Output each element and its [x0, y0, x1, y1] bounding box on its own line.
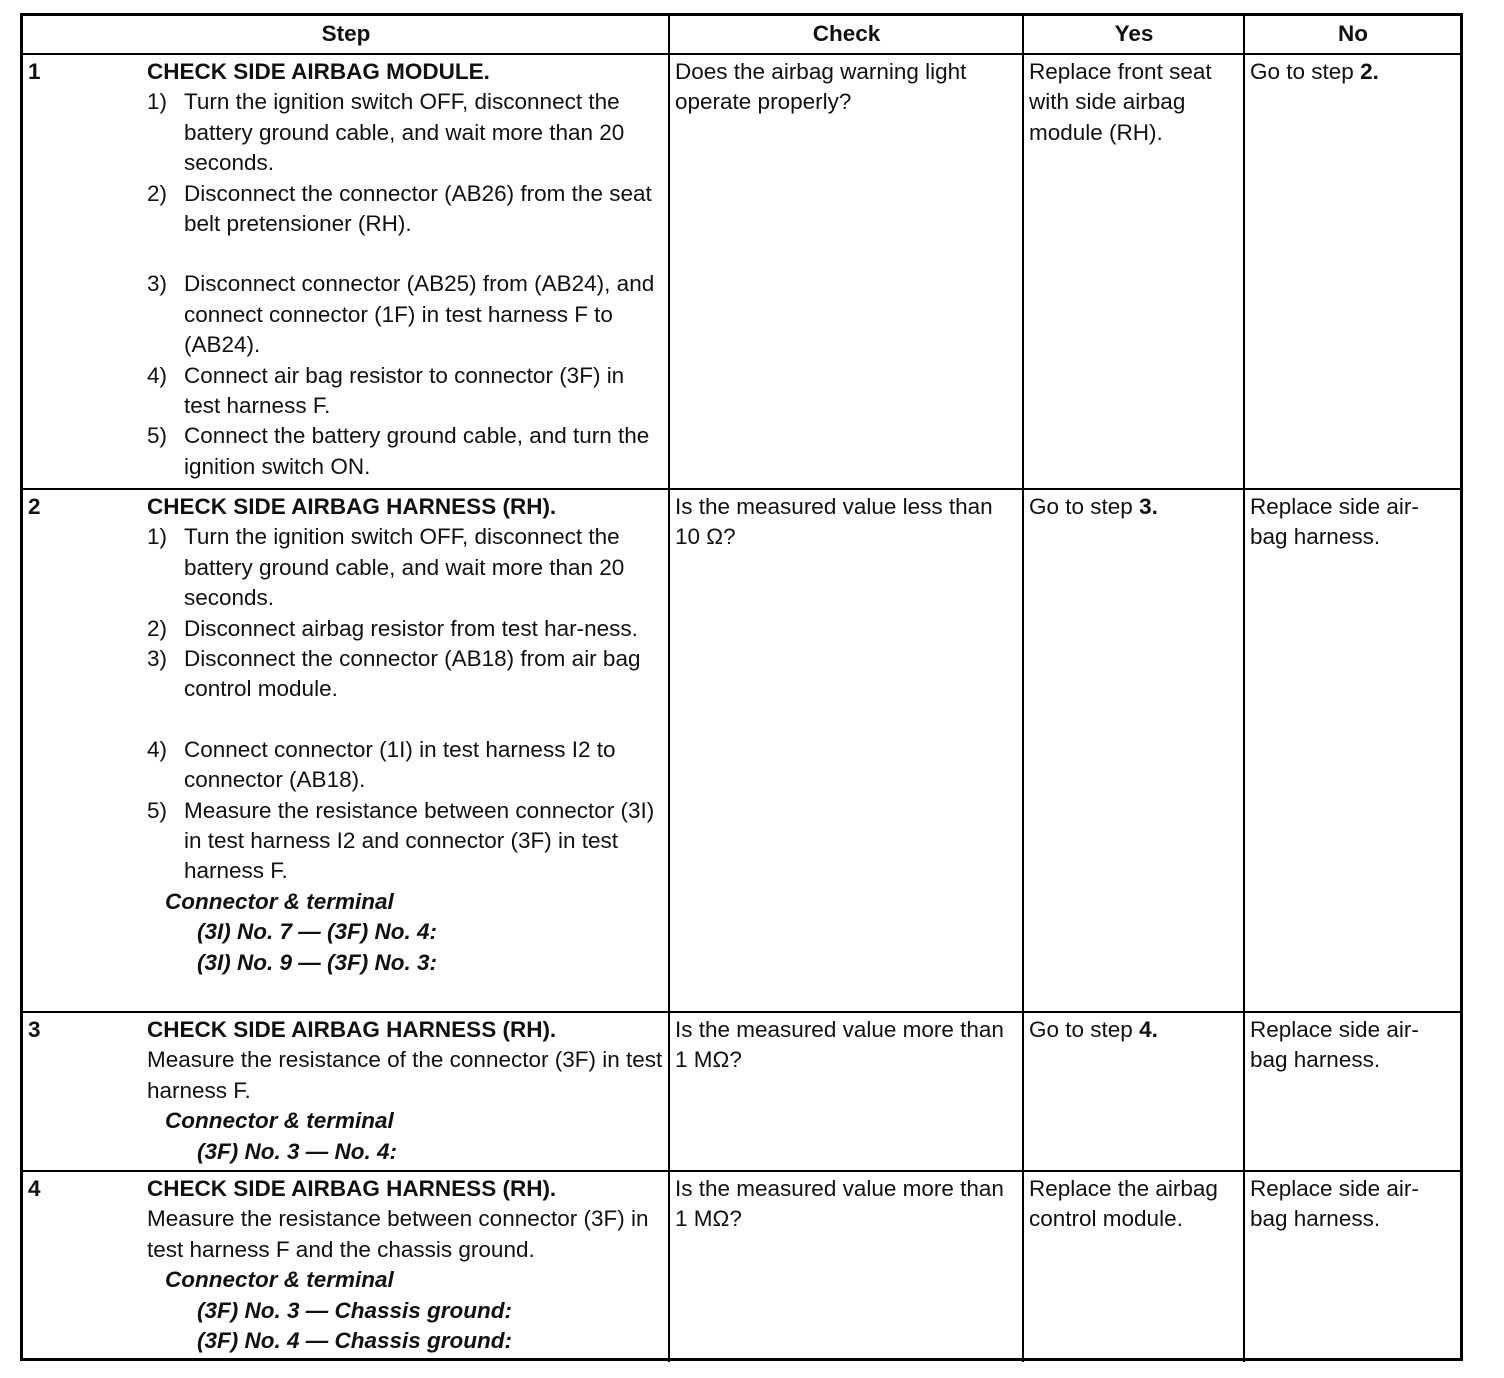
yes-cell: Replace front seat with side airbag module (RH).	[1023, 54, 1244, 489]
table-row-step-1	[23, 54, 1460, 489]
table-row-step-4	[23, 1171, 1460, 1362]
yes-cell: Go to step 3.	[1023, 489, 1244, 1012]
connector-terminal-line: (3F) No. 3 — Chassis ground:	[197, 1297, 513, 1323]
connector-terminal-heading: Connector & terminal	[165, 1267, 394, 1293]
step-reference: 3.	[1139, 494, 1158, 519]
substep: 1) Turn the ignition switch OFF, disconnect the battery ground cable, and wait more than 20 seconds.	[147, 89, 625, 176]
connector-terminal-heading: Connector & terminal	[165, 1108, 394, 1134]
substep: 5) Connect the battery ground cable, and turn the ignition switch ON.	[147, 423, 650, 479]
step-reference: 2.	[1360, 59, 1379, 84]
step-cell	[23, 1012, 669, 1171]
spacer	[147, 705, 664, 735]
substep: 1) Turn the ignition switch OFF, disconnect the battery ground cable, and wait more than 20 seconds.	[147, 524, 625, 611]
header-check: Check	[669, 16, 1023, 54]
step-title: CHECK SIDE AIRBAG MODULE.	[147, 59, 490, 84]
no-cell: Replace side air-bag harness.	[1244, 1012, 1460, 1171]
yes-cell: Replace the airbag control module.	[1023, 1171, 1244, 1362]
yes-cell: Go to step 4.	[1023, 1012, 1244, 1171]
step-cell	[23, 1171, 669, 1362]
header-row	[23, 16, 1460, 54]
no-cell: Replace side air-bag harness.	[1244, 489, 1460, 1012]
step-number: 3	[28, 1017, 41, 1042]
step-title: CHECK SIDE AIRBAG HARNESS (RH).	[147, 494, 557, 519]
check-cell: Is the measured value less than 10 Ω?	[669, 489, 1023, 1012]
header-no: No	[1244, 16, 1460, 54]
check-cell: Does the airbag warning light operate properly?	[669, 54, 1023, 489]
step-body: Measure the resistance of the connector (3F) in test harness F.	[147, 1047, 663, 1103]
substep: 4) Connect connector (1I) in test harness I2 to connector (AB18).	[147, 736, 616, 793]
connector-terminal-line: (3I) No. 9 — (3F) No. 3:	[197, 949, 438, 975]
substep: 3) Disconnect the connector (AB18) from air bag control module.	[147, 646, 641, 702]
substep: 2) Disconnect airbag resistor from test har-ness.	[147, 615, 638, 641]
header-step: Step	[23, 16, 669, 54]
header-yes: Yes	[1023, 16, 1244, 54]
diagnostic-table	[23, 16, 1460, 1362]
check-cell: Is the measured value more than 1 MΩ?	[669, 1012, 1023, 1171]
spacer	[147, 239, 664, 269]
no-cell: Go to step 2.	[1244, 54, 1460, 489]
substep: 4) Connect air bag resistor to connector (3F) in test harness F.	[147, 362, 625, 419]
step-body: Measure the resistance between connector (3F) in test harness F and the chassis ground.	[147, 1206, 649, 1262]
check-cell: Is the measured value more than 1 MΩ?	[669, 1171, 1023, 1362]
substep: 5) Measure the resistance between connector (3I) in test harness I2 and connector (3F) in test harness F.	[147, 797, 655, 884]
table-row-step-3	[23, 1012, 1460, 1171]
connector-terminal-line: (3F) No. 4 — Chassis ground:	[197, 1328, 513, 1354]
connector-terminal-heading: Connector & terminal	[165, 888, 394, 914]
step-cell	[23, 489, 669, 1012]
step-reference: 4.	[1139, 1017, 1158, 1042]
step-title: CHECK SIDE AIRBAG HARNESS (RH).	[147, 1176, 557, 1201]
connector-terminal-line: (3I) No. 7 — (3F) No. 4:	[197, 919, 438, 945]
connector-terminal-line: (3F) No. 3 — No. 4:	[197, 1138, 398, 1164]
step-cell	[23, 54, 669, 489]
step-title: CHECK SIDE AIRBAG HARNESS (RH).	[147, 1017, 557, 1042]
step-number: 1	[28, 59, 41, 84]
table-row-step-2	[23, 489, 1460, 1012]
step-number: 4	[28, 1176, 41, 1201]
step-number: 2	[28, 494, 41, 519]
diagnostic-table-frame	[20, 13, 1463, 1361]
substep: 3) Disconnect connector (AB25) from (AB24), and connect connector (1F) in test harness F to (AB24).	[147, 271, 655, 358]
no-cell: Replace side air-bag harness.	[1244, 1171, 1460, 1362]
substep-list	[147, 87, 664, 482]
substep-list	[147, 522, 664, 886]
substep: 2) Disconnect the connector (AB26) from the seat belt pretensioner (RH).	[147, 180, 652, 237]
